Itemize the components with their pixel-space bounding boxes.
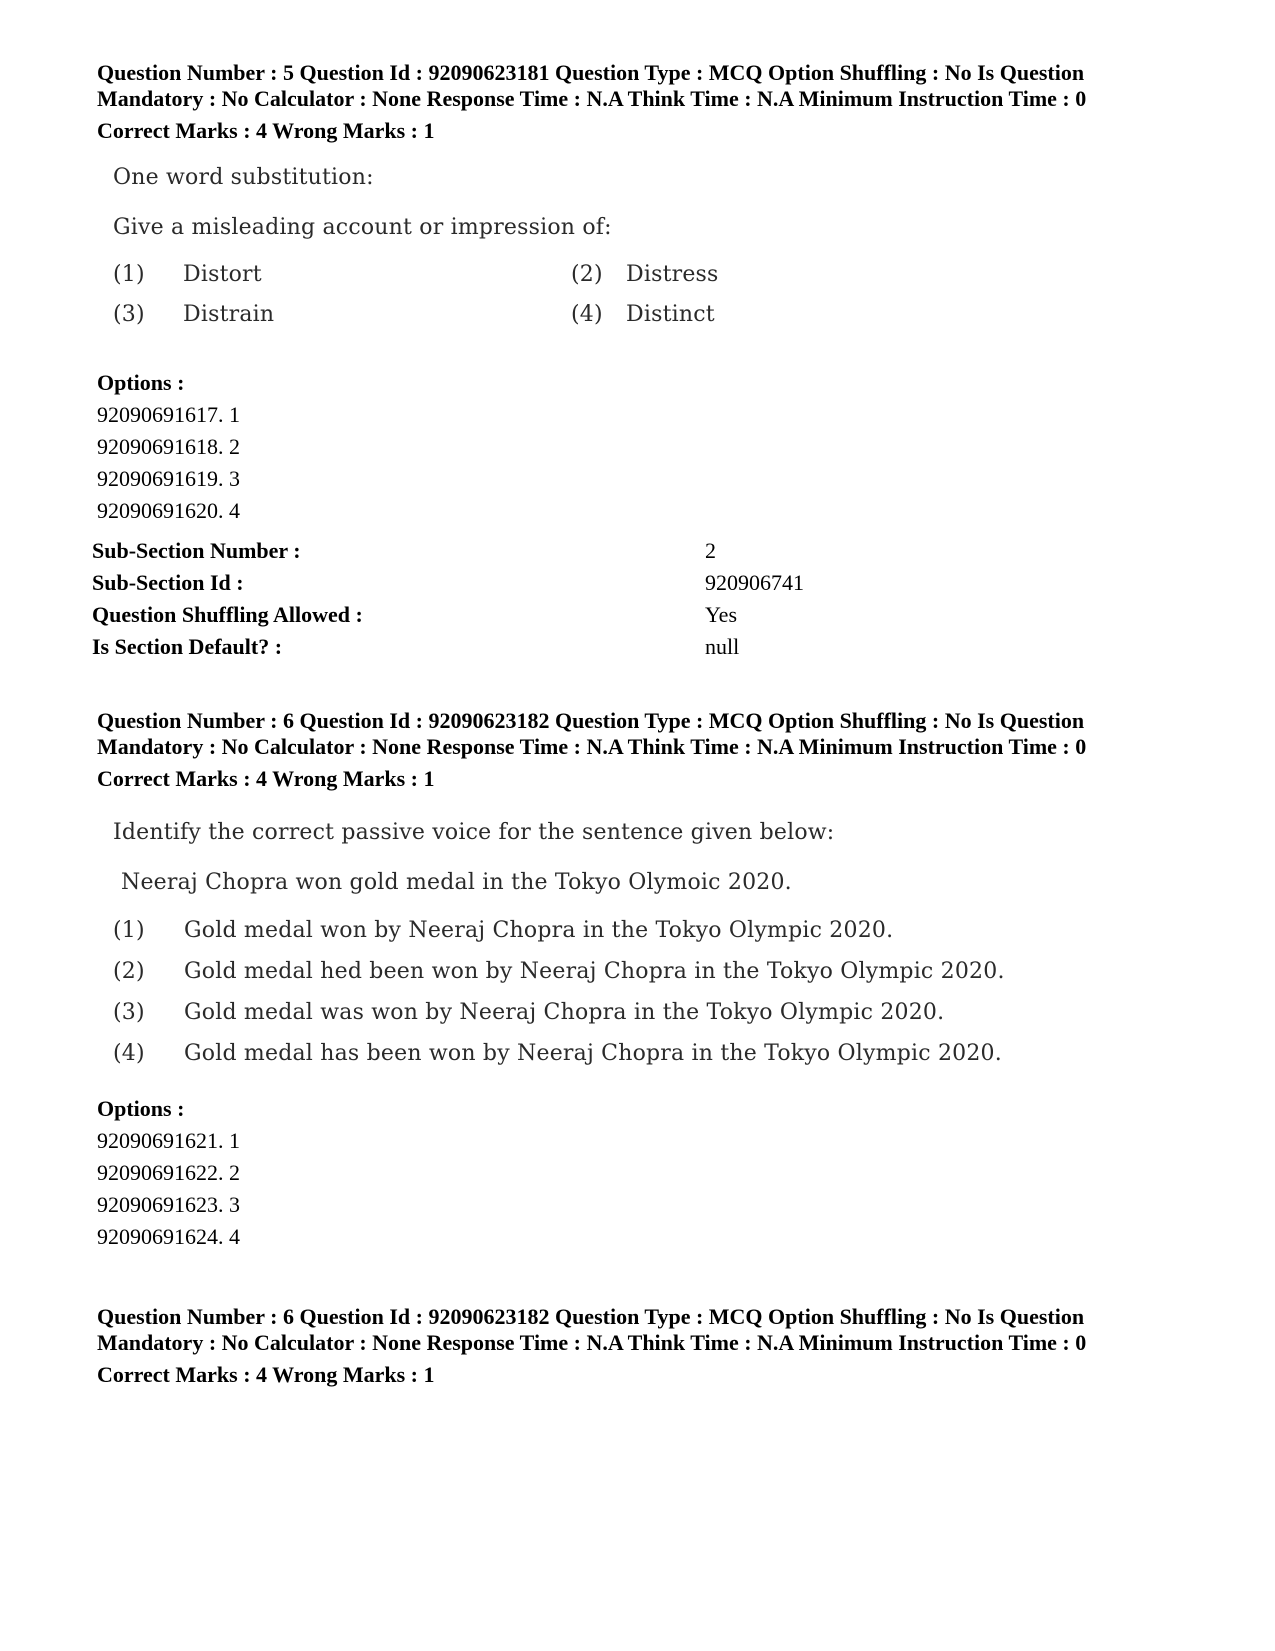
q5-option-3: 92090691619. 3	[97, 466, 240, 491]
subsection-number-label: Sub-Section Number :	[92, 538, 301, 563]
q5-choice-3-text: Distrain	[183, 302, 275, 327]
q6-repeat-meta-line1: Question Number : 6 Question Id : 92090623182 Question Type : MCQ Option Shuffling : No Is Question	[97, 1304, 1085, 1329]
q5-choice-1-num: (1)	[113, 262, 145, 287]
q6-option-4: 92090691624. 4	[97, 1224, 240, 1249]
q6-choice-4-num: (4)	[113, 1041, 145, 1066]
q6-meta	[97, 708, 1217, 792]
q5-option-4: 92090691620. 4	[97, 498, 240, 523]
q6-choice-4-text: Gold medal has been won by Neeraj Chopra in the Tokyo Olympic 2020.	[184, 1041, 1002, 1066]
q6-choice-3-text: Gold medal was won by Neeraj Chopra in the Tokyo Olympic 2020.	[184, 1000, 945, 1025]
q5-options-title: Options :	[97, 370, 185, 395]
q6-marks: Correct Marks : 4 Wrong Marks : 1	[97, 766, 435, 791]
q6-choice-1-text: Gold medal won by Neeraj Chopra in the Tokyo Olympic 2020.	[184, 918, 894, 943]
subsection-number-value: 2	[705, 538, 716, 563]
q6-options	[97, 1093, 240, 1253]
q6-repeat-marks: Correct Marks : 4 Wrong Marks : 1	[97, 1362, 435, 1387]
q5-meta-line1: Question Number : 5 Question Id : 92090623181 Question Type : MCQ Option Shuffling : No Is Question	[97, 60, 1085, 85]
q5-marks: Correct Marks : 4 Wrong Marks : 1	[97, 118, 435, 143]
q6-repeat-meta	[97, 1304, 1217, 1388]
q6-choice-2-text: Gold medal hed been won by Neeraj Chopra in the Tokyo Olympic 2020.	[184, 959, 1005, 984]
q6-options-title: Options :	[97, 1096, 185, 1121]
q5-option-2: 92090691618. 2	[97, 434, 240, 459]
question-shuffling-label: Question Shuffling Allowed :	[92, 602, 363, 627]
q5-meta-line2: Mandatory : No Calculator : None Response Time : N.A Think Time : N.A Minimum Instruction Time : 0	[97, 86, 1087, 111]
q5-options	[97, 367, 240, 527]
question-shuffling-value: Yes	[705, 602, 738, 627]
q6-option-1: 92090691621. 1	[97, 1128, 240, 1153]
section-default-label: Is Section Default? :	[92, 634, 283, 659]
q6-choice-1-num: (1)	[113, 918, 145, 943]
q6-option-2: 92090691622. 2	[97, 1160, 240, 1185]
q5-option-1: 92090691617. 1	[97, 402, 240, 427]
subsection-id-label: Sub-Section Id :	[92, 570, 244, 595]
subsection-id-value: 920906741	[705, 570, 804, 595]
q5-choice-2-text: Distress	[626, 262, 719, 287]
q5-prompt-1: One word substitution:	[113, 165, 374, 190]
q6-choice-3-num: (3)	[113, 1000, 145, 1025]
q6-prompt-1: Identify the correct passive voice for the sentence given below:	[113, 820, 835, 845]
q6-meta-line1: Question Number : 6 Question Id : 92090623182 Question Type : MCQ Option Shuffling : No Is Question	[97, 708, 1085, 733]
section-default-value: null	[705, 634, 740, 659]
q6-repeat-meta-line2: Mandatory : No Calculator : None Response Time : N.A Think Time : N.A Minimum Instruction Time : 0	[97, 1330, 1087, 1355]
q5-choice-2-num: (2)	[571, 262, 603, 287]
q5-choice-4-num: (4)	[571, 302, 603, 327]
q6-prompt-2: Neeraj Chopra won gold medal in the Tokyo Olymoic 2020.	[121, 870, 792, 895]
q5-choice-1-text: Distort	[183, 262, 262, 287]
q6-option-3: 92090691623. 3	[97, 1192, 240, 1217]
q6-meta-line2: Mandatory : No Calculator : None Response Time : N.A Think Time : N.A Minimum Instruction Time : 0	[97, 734, 1087, 759]
q5-meta	[97, 60, 1217, 144]
q6-choice-2-num: (2)	[113, 959, 145, 984]
q5-choice-3-num: (3)	[113, 302, 145, 327]
q5-choice-4-text: Distinct	[626, 302, 715, 327]
q5-prompt-2: Give a misleading account or impression of:	[113, 215, 612, 240]
